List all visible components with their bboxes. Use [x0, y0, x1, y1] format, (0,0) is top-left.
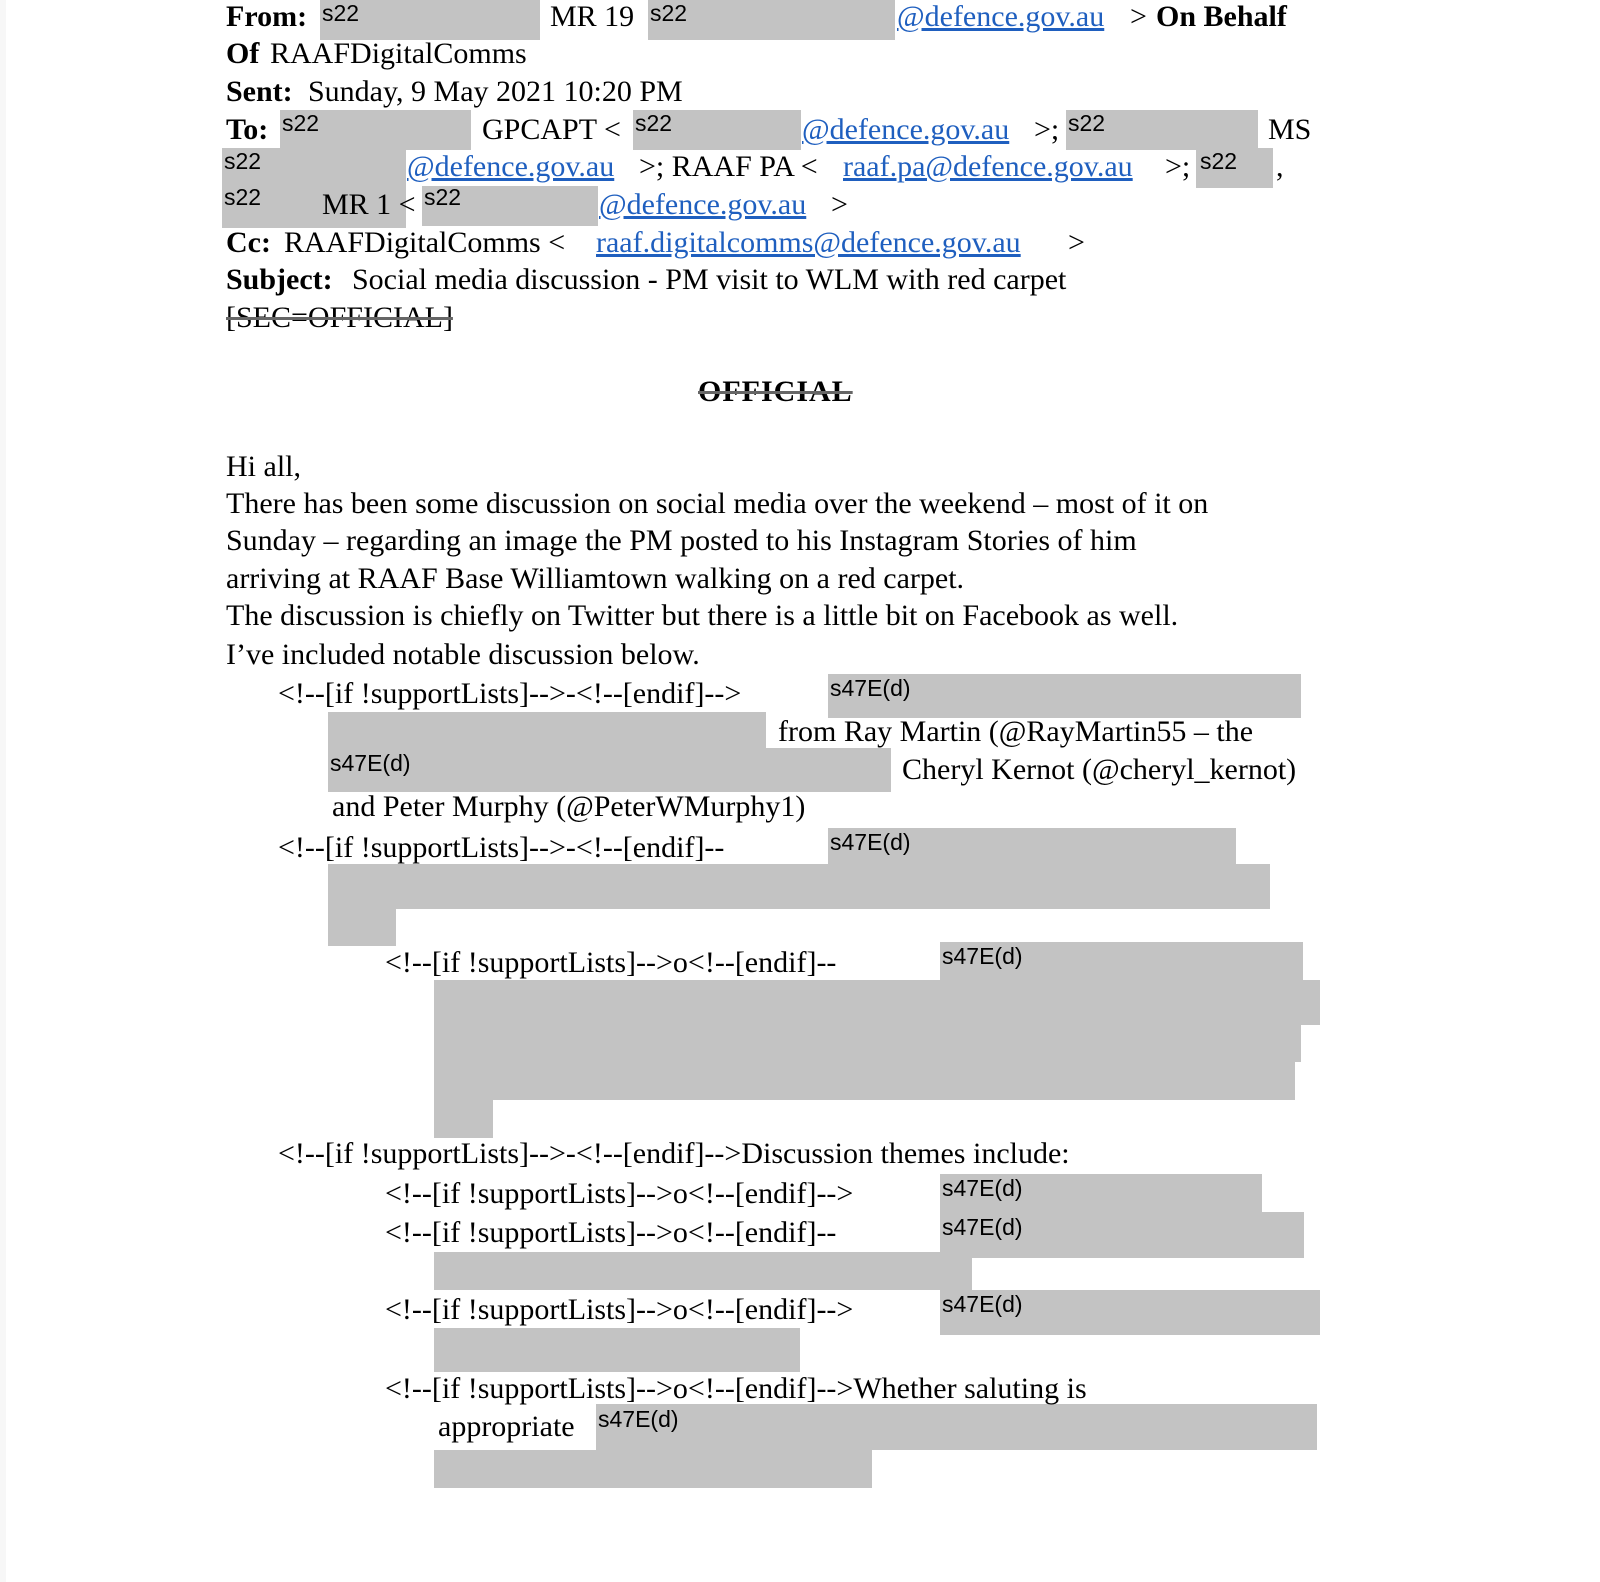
to-gt: >: [831, 188, 848, 221]
redaction-box: [434, 1328, 800, 1372]
to-label: To:: [226, 113, 269, 146]
classification-banner: OFFICIAL: [698, 375, 853, 408]
bullet-1-text-1: from Ray Martin (@RayMartin55 – the: [778, 715, 1254, 748]
to-email-link-1[interactable]: @defence.gov.au: [802, 113, 1010, 146]
theme-1-prefix: <!--[if !supportLists]-->o<!--[endif]-->: [385, 1177, 854, 1210]
redaction-box: [434, 1062, 1295, 1100]
paragraph-2: The discussion is chiefly on Twitter but there is a little bit on Facebook as well.: [226, 599, 1179, 632]
cc-value: RAAFDigitalComms <: [284, 226, 566, 259]
raaf-pa-email-link[interactable]: raaf.pa@defence.gov.au: [843, 150, 1133, 183]
redaction-box: [328, 864, 1270, 909]
theme-3-prefix: <!--[if !supportLists]-->o<!--[endif]-->: [385, 1293, 854, 1326]
of-label: Of: [226, 37, 260, 70]
theme-2-prefix: <!--[if !supportLists]-->o<!--[endif]--: [385, 1216, 837, 1249]
redaction-code: s22: [322, 0, 360, 26]
redaction-code: s47E(d): [598, 1406, 679, 1432]
redaction-code: s22: [224, 184, 262, 210]
bullet-1-prefix: <!--[if !supportLists]-->-<!--[endif]-->: [278, 677, 742, 710]
cc-label: Cc:: [226, 226, 271, 259]
redaction-code: s22: [650, 0, 688, 26]
to-sep-1: >;: [1034, 113, 1060, 146]
paragraph-1-line-1: There has been some discussion on social media over the weekend – most of it on: [226, 487, 1209, 520]
redaction-box: [434, 980, 1320, 1025]
redaction-code: s22: [1200, 148, 1238, 174]
cc-email-link[interactable]: raaf.digitalcomms@defence.gov.au: [596, 226, 1021, 259]
subject-label: Subject:: [226, 263, 333, 296]
redaction-box: [434, 1024, 1301, 1062]
redaction-code: s47E(d): [330, 750, 411, 776]
redaction-code: s47E(d): [830, 829, 911, 855]
redaction-code: s22: [424, 184, 462, 210]
to-email-link-3[interactable]: @defence.gov.au: [599, 188, 807, 221]
redaction-box: [434, 1252, 972, 1290]
redaction-code: s47E(d): [942, 1175, 1023, 1201]
redaction-box: [434, 1450, 872, 1488]
theme-4-line-1: <!--[if !supportLists]-->o<!--[endif]-->Whether saluting is: [385, 1372, 1087, 1405]
paragraph-1-line-2: Sunday – regarding an image the PM posted to his Instagram Stories of him: [226, 524, 1137, 557]
redaction-box: [328, 908, 396, 946]
from-mr: MR 19: [550, 0, 635, 33]
from-label: From:: [226, 0, 308, 33]
subject-classification: [SEC=OFFICIAL]: [226, 301, 453, 334]
redaction-code: s47E(d): [830, 675, 911, 701]
redaction-box: [596, 1404, 1317, 1450]
to-comma: ,: [1276, 150, 1284, 183]
of-value: RAAFDigitalComms: [270, 37, 527, 70]
redaction-code: s22: [1068, 110, 1106, 136]
to-email-link-2[interactable]: @defence.gov.au: [407, 150, 615, 183]
paragraph-1-line-3: arriving at RAAF Base Williamtown walking on a red carpet.: [226, 562, 965, 595]
to-mr1: MR 1 <: [322, 188, 416, 221]
bullet-1-text-2: Cheryl Kernot (@cheryl_kernot): [902, 753, 1297, 786]
redaction-code: s47E(d): [942, 1291, 1023, 1317]
sub-bullet-1-prefix: <!--[if !supportLists]-->o<!--[endif]--: [385, 946, 837, 979]
from-gt: >: [1130, 0, 1147, 33]
page-edge: [0, 0, 6, 1582]
to-raaf-pa: >; RAAF PA <: [639, 150, 818, 183]
redaction-code: s47E(d): [942, 1214, 1023, 1240]
redaction-box: [328, 748, 891, 792]
to-ms: MS: [1268, 113, 1312, 146]
bullet-1-text-3: and Peter Murphy (@PeterWMurphy1): [332, 790, 806, 823]
redaction-code: s22: [224, 148, 262, 174]
redaction-box: [328, 712, 766, 748]
redaction-code: s47E(d): [942, 943, 1023, 969]
subject-value: Social media discussion - PM visit to WLM with red carpet: [352, 263, 1067, 296]
greeting: Hi all,: [226, 450, 301, 483]
from-email-link[interactable]: @defence.gov.au: [897, 0, 1105, 33]
sent-label: Sent:: [226, 75, 293, 108]
to-sep-2: >;: [1165, 150, 1191, 183]
paragraph-3: I’ve included notable discussion below.: [226, 638, 700, 671]
to-gpcapt: GPCAPT <: [482, 113, 621, 146]
theme-4-line-2: appropriate: [438, 1410, 575, 1443]
sent-value: Sunday, 9 May 2021 10:20 PM: [308, 75, 683, 108]
bullet-3-themes: <!--[if !supportLists]-->-<!--[endif]-->Discussion themes include:: [278, 1137, 1070, 1170]
redaction-code: s22: [635, 110, 673, 136]
redaction-code: s22: [282, 110, 320, 136]
on-behalf-label: On Behalf: [1156, 0, 1287, 33]
cc-gt: >: [1068, 226, 1085, 259]
redaction-box: [434, 1100, 493, 1138]
bullet-2-prefix: <!--[if !supportLists]-->-<!--[endif]--: [278, 831, 725, 864]
